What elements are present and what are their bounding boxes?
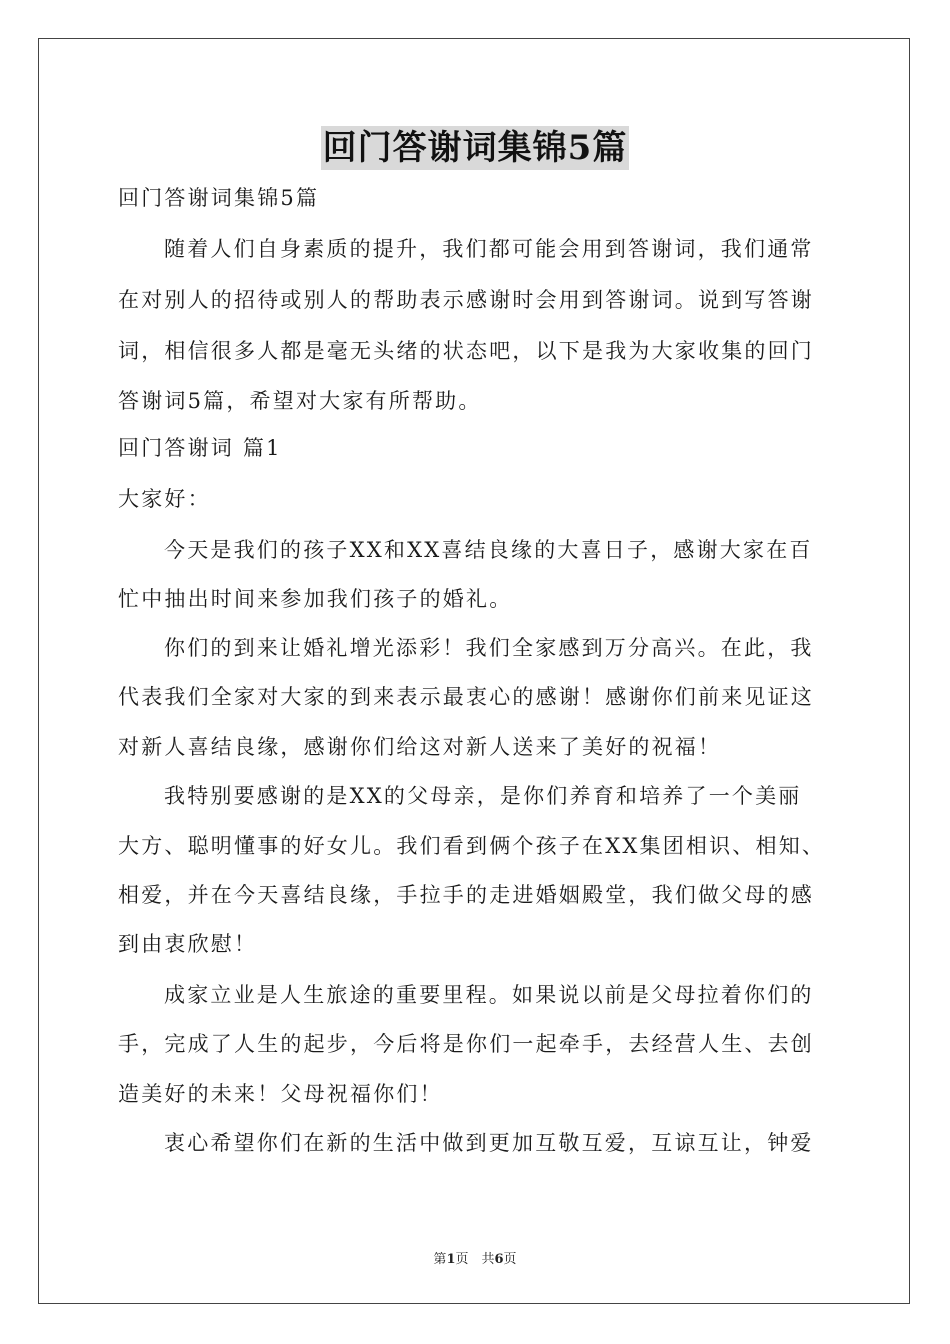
title-container	[0, 126, 950, 170]
paragraph-line: 词，相信很多人都是毫无头绪的状态吧，以下是我为大家收集的回门	[118, 339, 814, 363]
greeting-line: 大家好：	[118, 487, 211, 511]
paragraph-line: 造美好的未来！父母祝福你们！	[118, 1082, 443, 1106]
paragraph-line: 到由衷欣慰！	[118, 932, 258, 956]
paragraph-line: 代表我们全家对大家的到来表示最衷心的感谢！感谢你们前来见证这	[118, 685, 814, 709]
subtitle-line: 回门答谢词集锦5篇	[118, 186, 320, 210]
document-title: 回门答谢词集锦5篇	[322, 128, 628, 168]
page-border	[38, 38, 910, 1304]
paragraph-line: 今天是我们的孩子XX和XX喜结良缘的大喜日子，感谢大家在百	[164, 538, 813, 562]
paragraph-line: 你们的到来让婚礼增光添彩！我们全家感到万分高兴。在此，我	[164, 636, 814, 660]
footer-page-number: 1	[446, 1252, 456, 1267]
footer-page-prefix: 第	[433, 1252, 447, 1267]
footer-page-suffix: 页	[503, 1252, 517, 1267]
page-footer	[0, 1248, 950, 1267]
footer-page-total: 6	[494, 1252, 504, 1267]
paragraph-line: 相爱，并在今天喜结良缘，手拉手的走进婚姻殿堂，我们做父母的感	[118, 883, 814, 907]
paragraph-line: 衷心希望你们在新的生活中做到更加互敬互爱，互谅互让，钟爱	[164, 1131, 814, 1155]
paragraph-line: 成家立业是人生旅途的重要里程。如果说以前是父母拉着你们的	[164, 983, 814, 1007]
paragraph-line: 大方、聪明懂事的好女儿。我们看到俩个孩子在XX集团相识、相知、	[118, 834, 826, 858]
section-heading: 回门答谢词 篇1	[118, 436, 282, 460]
paragraph-line: 答谢词5篇，希望对大家有所帮助。	[118, 389, 482, 413]
paragraph-line: 对新人喜结良缘，感谢你们给这对新人送来了美好的祝福！	[118, 735, 722, 759]
paragraph-line: 在对别人的招待或别人的帮助表示感谢时会用到答谢词。说到写答谢	[118, 288, 814, 312]
paragraph-line: 手，完成了人生的起步，今后将是你们一起牵手，去经营人生、去创	[118, 1032, 814, 1056]
paragraph-line: 忙中抽出时间来参加我们孩子的婚礼。	[118, 587, 513, 611]
paragraph-line: 我特别要感谢的是XX的父母亲，是你们养育和培养了一个美丽	[164, 784, 802, 808]
footer-page-mid: 页 共	[455, 1252, 495, 1267]
paragraph-line: 随着人们自身素质的提升，我们都可能会用到答谢词，我们通常	[164, 237, 814, 261]
